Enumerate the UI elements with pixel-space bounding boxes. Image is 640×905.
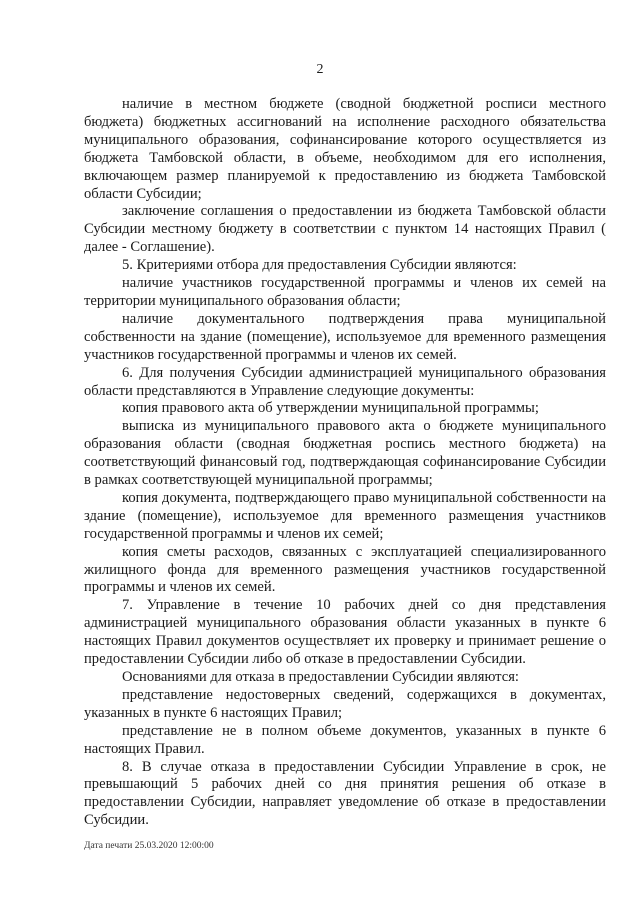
paragraph: наличие документального подтверждения права муниципальной собственности на здание (помещение), используемое для временного размещения участников государственной программы и членов их семей. <box>84 310 606 363</box>
paragraph: заключение соглашения о предоставлении из бюджета Тамбовской области Субсидии местному бюджету в соответствии с пунктом 14 настоящих Правил ( далее - Соглашение). <box>84 203 606 256</box>
paragraph: Основаниями для отказа в предоставлении Субсидии являются: <box>122 669 519 685</box>
document-body <box>84 96 606 830</box>
paragraph: 6. Для получения Субсидии администрацией муниципального образования области представляются в Управление следующие документы: <box>84 364 606 399</box>
paragraph: копия правового акта об утверждении муниципальной программы; <box>122 400 539 417</box>
paragraph: 7. Управление в течение 10 рабочих дней со дня представления администрацией муниципального образования области указанных в пункте 6 настоящих Правил документов осуществляет их проверку и принимает решение о предоставлении Субсидии либо об отказе в предоставлении Субсидии. <box>84 597 606 668</box>
paragraph: 5. Критериями отбора для предоставления Субсидии являются: <box>122 257 517 274</box>
print-date-footer: Дата печати 25.03.2020 12:00:00 <box>84 841 214 851</box>
paragraph: представление не в полном объеме документов, указанных в пункте 6 настоящих Правил. <box>84 722 606 757</box>
paragraph: копия сметы расходов, связанных с эксплуатацией специализированного жилищного фонда для временного размещения участников государственной программы и членов их семей. <box>84 543 606 596</box>
paragraph: выписка из муниципального правового акта о бюджете муниципального образования области (сводная бюджетная роспись местного бюджета) на соответствующий финансовый год, подтверждающая софинансирование Субсидии в рамках соответствующей муниципальной программы; <box>84 418 606 489</box>
paragraph: копия документа, подтверждающего право муниципальной собственности на здание (помещение), используемое для временного размещения участников государственной программы и членов их семей; <box>84 489 606 542</box>
paragraph: наличие в местном бюджете (сводной бюджетной росписи местного бюджета) бюджетных ассигнований на исполнение расходного обязательства муниципального образования, софинансирование которого осуществляется из бюджета Тамбовской области, в объеме, необходимом для его исполнения, включающем размер планируемой к предоставлению из бюджета Тамбовской области Субсидии; <box>84 96 606 202</box>
paragraph: 8. В случае отказа в предоставлении Субсидии Управление в срок, не превышающий 5 рабочих дней со дня принятия решения об отказе в предоставлении Субсидии, направляет уведомление об отказе в предоставлении Субсидии. <box>84 758 606 829</box>
paragraph: наличие участников государственной программы и членов их семей на территории муниципального образования области; <box>84 275 606 309</box>
paragraph: представление недостоверных сведений, содержащихся в документах, указанных в пункте 6 настоящих Правил; <box>84 686 606 721</box>
page-number: 2 <box>316 62 324 77</box>
